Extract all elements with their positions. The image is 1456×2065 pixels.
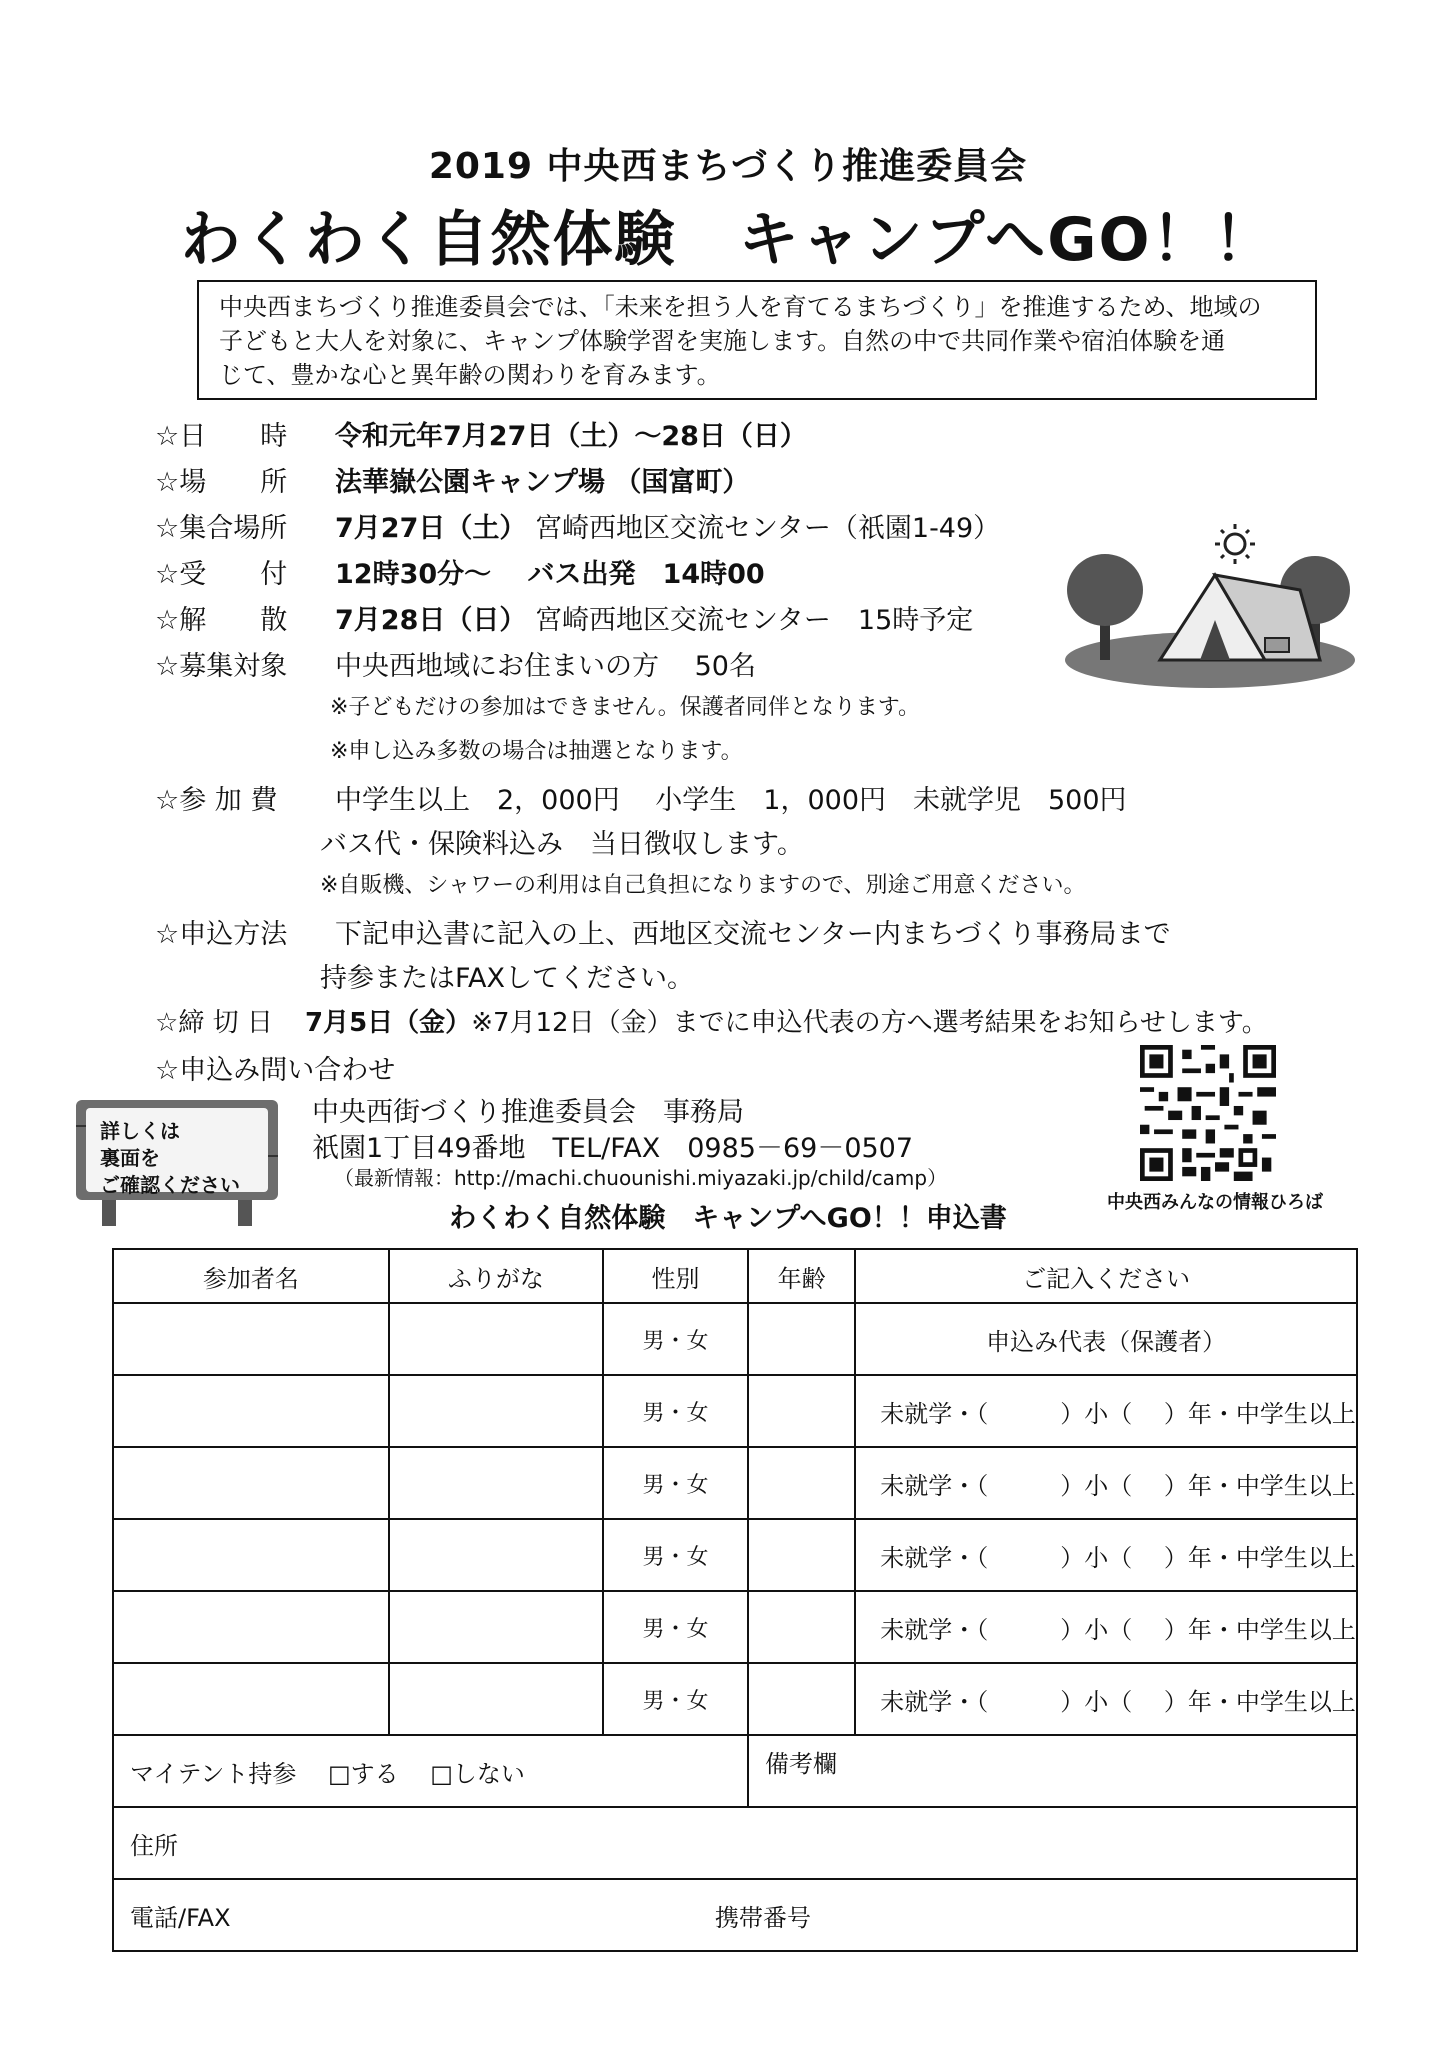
apply-label: ☆申込方法 [155, 919, 288, 950]
dismiss-value: 宮崎西地区交流センター 15時予定 [534, 605, 974, 636]
table-header-row [113, 1249, 1357, 1303]
phone-field[interactable] [113, 1879, 1357, 1951]
furigana-field[interactable] [389, 1591, 603, 1663]
target-label: ☆募集対象 [155, 651, 288, 682]
tent-row [113, 1735, 1357, 1807]
meeting-label: ☆集合場所 [155, 513, 288, 544]
grade-field[interactable]: 未就学・（ ）小（ ）年・中学生以上 [855, 1519, 1357, 1591]
application-form-table [112, 1248, 1358, 1952]
sign-text [100, 1118, 260, 1199]
participant-name-field[interactable] [113, 1663, 389, 1735]
dismiss-label: ☆解 散 [155, 605, 288, 636]
inquiry-label: ☆申込み問い合わせ [155, 1055, 396, 1086]
qr-code-icon[interactable] [1140, 1045, 1276, 1181]
date-label: ☆日 時 [155, 421, 288, 452]
reception-row [155, 552, 765, 591]
phone-row [113, 1879, 1357, 1951]
address-row [113, 1807, 1357, 1879]
header-age: 年齢 [748, 1249, 855, 1303]
target-note: ※子どもだけの参加はできません。保護者同伴となります。 [330, 695, 920, 720]
sign-line: ご確認ください [100, 1173, 240, 1197]
furigana-field[interactable] [389, 1519, 603, 1591]
age-field[interactable] [748, 1303, 855, 1375]
table-row [113, 1519, 1357, 1591]
remarks-field[interactable]: 備考欄 [748, 1735, 1357, 1807]
reception-value: 12時30分～ バス出発 14時00 [335, 559, 765, 590]
age-field[interactable] [748, 1375, 855, 1447]
camp-tent-illustration-icon [1060, 520, 1360, 690]
target-row [155, 644, 756, 683]
date-row [155, 414, 807, 453]
age-field[interactable] [748, 1519, 855, 1591]
dismiss-date: 7月28日（日） [335, 605, 527, 636]
inquiry-row [155, 1048, 395, 1087]
intro-line: 子どもと大人を対象に、キャンプ体験学習を実施します。自然の中で共同作業や宿泊体験を通 [219, 327, 1226, 355]
table-row [113, 1591, 1357, 1663]
apply-value: 下記申込書に記入の上、西地区交流センター内まちづくり事務局まで [335, 919, 1171, 950]
deadline-date: 7月5日（金） [305, 1008, 472, 1038]
gender-field[interactable]: 男・女 [603, 1663, 748, 1735]
place-row [155, 460, 749, 499]
table-row [113, 1663, 1357, 1735]
furigana-field[interactable] [389, 1303, 603, 1375]
place-value: 法華嶽公園キャンプ場 （国富町） [335, 467, 750, 498]
header-gender: 性別 [603, 1249, 748, 1303]
intro-box [197, 280, 1317, 400]
grade-field[interactable]: 未就学・（ ）小（ ）年・中学生以上 [855, 1447, 1357, 1519]
meeting-date: 7月27日（土） [335, 513, 527, 544]
address-field[interactable]: 住所 [113, 1807, 1357, 1879]
dismiss-row [155, 598, 973, 637]
fee-note: ※自販機、シャワーの利用は自己負担になりますので、別途ご用意ください。 [320, 873, 1086, 898]
deadline-label: ☆締 切 日 [155, 1008, 273, 1038]
sign-line: 裏面を [100, 1146, 160, 1170]
header-participant-name: 参加者名 [113, 1249, 389, 1303]
phone-label: 電話/FAX [130, 1903, 231, 1932]
gender-field[interactable]: 男・女 [603, 1447, 748, 1519]
grade-field[interactable]: 未就学・（ ）小（ ）年・中学生以上 [855, 1375, 1357, 1447]
contact-latest: （最新情報：http://machi.chuounishi.miyazaki.jp/child/camp） [334, 1166, 948, 1190]
deadline-row [155, 1002, 1268, 1039]
apply-line2: 持参またはFAXしてください。 [320, 963, 695, 994]
contact-address: 祇園1丁目49番地 TEL/FAX 0985－69－0507 [312, 1133, 914, 1164]
fee-line2: バス代・保険料込み 当日徴収します。 [320, 829, 804, 860]
furigana-field[interactable] [389, 1663, 603, 1735]
intro-line: 中央西まちづくり推進委員会では、「未来を担う人を育てるまちづくり」を推進するため、地域の [219, 293, 1262, 321]
place-label: ☆場 所 [155, 467, 288, 498]
gender-field[interactable]: 男・女 [603, 1591, 748, 1663]
grade-field[interactable]: 未就学・（ ）小（ ）年・中学生以上 [855, 1591, 1357, 1663]
furigana-field[interactable] [389, 1375, 603, 1447]
contact-org: 中央西街づくり推進委員会 事務局 [312, 1097, 744, 1128]
table-row [113, 1447, 1357, 1519]
tent-field[interactable]: マイテント持参 □する □しない [113, 1735, 748, 1807]
age-field[interactable] [748, 1591, 855, 1663]
header-notes: ご記入ください [855, 1249, 1357, 1303]
gender-field[interactable]: 男・女 [603, 1303, 748, 1375]
age-field[interactable] [748, 1663, 855, 1735]
qr-caption: 中央西みんなの情報ひろば [1107, 1192, 1323, 1213]
fee-label: ☆参 加 費 [155, 785, 278, 816]
participant-name-field[interactable] [113, 1375, 389, 1447]
representative-cell: 申込み代表（保護者） [855, 1303, 1357, 1375]
meeting-row [155, 506, 1000, 545]
gender-field[interactable]: 男・女 [603, 1519, 748, 1591]
reception-label: ☆受 付 [155, 559, 288, 590]
header-furigana: ふりがな [389, 1249, 603, 1303]
sign-line: 詳しくは [100, 1119, 180, 1143]
target-note: ※申し込み多数の場合は抽選となります。 [330, 739, 743, 764]
date-value: 令和元年7月27日（土）～28日（日） [335, 421, 807, 452]
deadline-value: ※7月12日（金）までに申込代表の方へ選考結果をお知らせします。 [471, 1008, 1268, 1038]
age-field[interactable] [748, 1447, 855, 1519]
gender-field[interactable]: 男・女 [603, 1375, 748, 1447]
page-title: わくわく自然体験 キャンプへGO！！ [180, 205, 1276, 275]
participant-name-field[interactable] [113, 1447, 389, 1519]
grade-field[interactable]: 未就学・（ ）小（ ）年・中学生以上 [855, 1663, 1357, 1735]
meeting-value: 宮崎西地区交流センター（祇園1-49） [534, 513, 1001, 544]
participant-name-field[interactable] [113, 1303, 389, 1375]
target-value: 中央西地域にお住まいの方 50名 [335, 651, 756, 682]
participant-name-field[interactable] [113, 1591, 389, 1663]
participant-name-field[interactable] [113, 1519, 389, 1591]
intro-line: じて、豊かな心と異年齢の関わりを育みます。 [219, 361, 721, 389]
apply-row [155, 912, 1171, 951]
mobile-label: 携帯番号 [715, 1903, 811, 1932]
subtitle: 2019 中央西まちづくり推進委員会 [428, 146, 1028, 187]
fee-row [155, 778, 1127, 817]
form-title: わくわく自然体験 キャンプへGO！！申込書 [449, 1203, 1007, 1234]
table-row [113, 1303, 1357, 1375]
table-row [113, 1375, 1357, 1447]
furigana-field[interactable] [389, 1447, 603, 1519]
fee-value: 中学生以上 2，000円 小学生 1，000円 未就学児 500円 [335, 785, 1127, 816]
